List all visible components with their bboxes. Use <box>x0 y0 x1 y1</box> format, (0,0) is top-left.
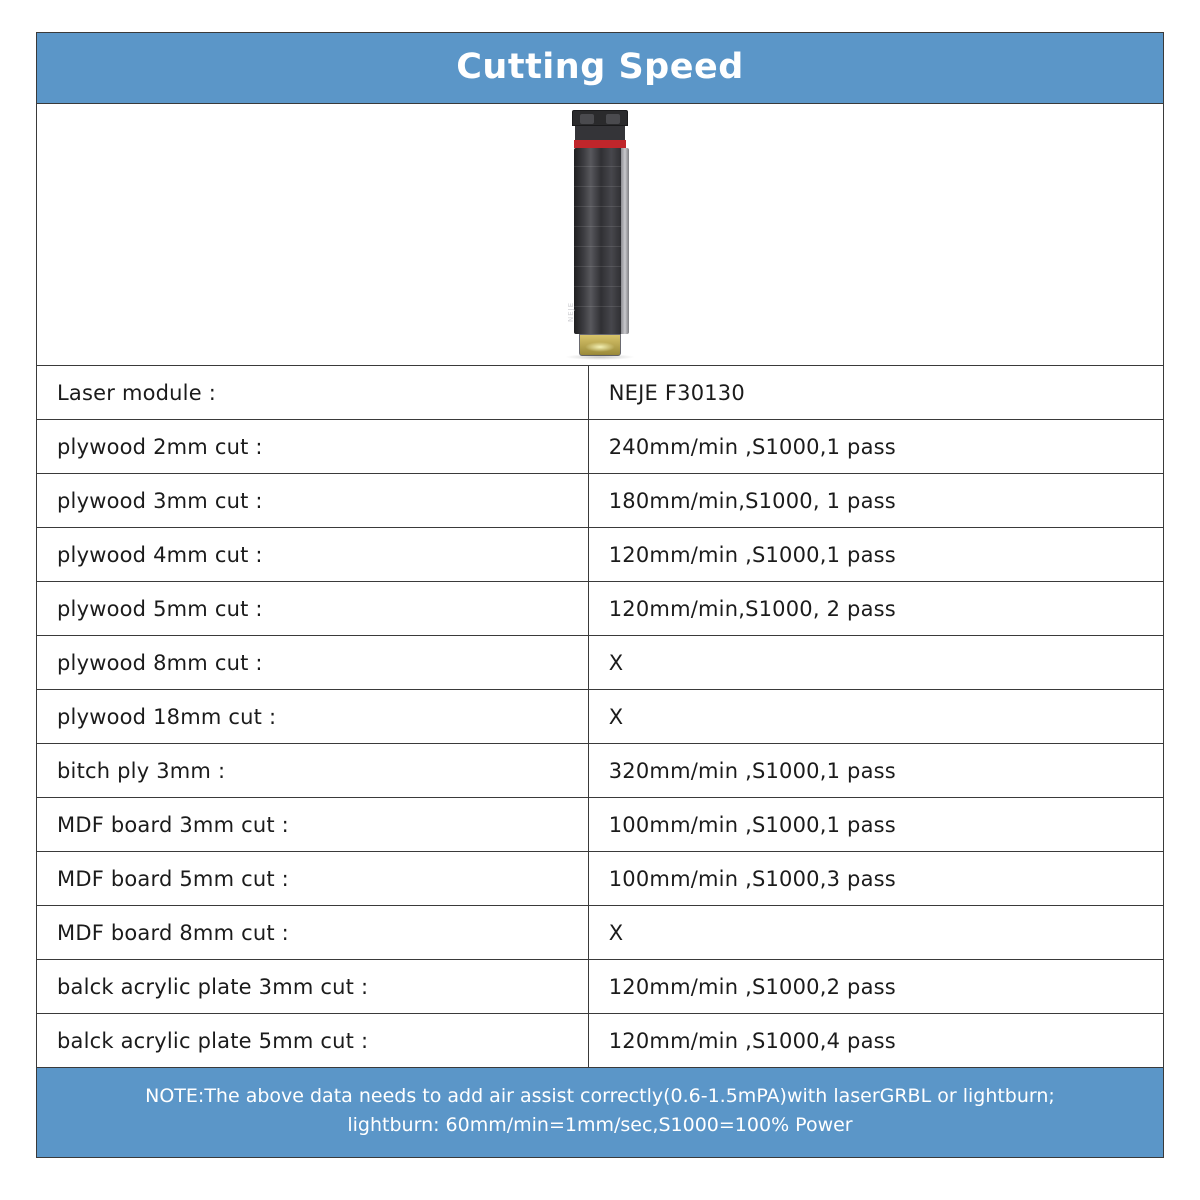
laser-red-band <box>574 140 626 148</box>
row-label: MDF board 3mm cut : <box>37 798 589 851</box>
row-label: plywood 4mm cut : <box>37 528 589 581</box>
row-label: plywood 18mm cut : <box>37 690 589 743</box>
row-value: 120mm/min,S1000, 2 pass <box>608 596 896 621</box>
row-value: 180mm/min,S1000, 1 pass <box>608 488 896 513</box>
laser-brand-label: NEJE <box>567 301 575 322</box>
laser-side-rail <box>621 148 629 334</box>
row-label: MDF board 8mm cut : <box>37 906 589 959</box>
table-row <box>37 1014 1163 1068</box>
footer-note <box>37 1068 1163 1157</box>
laser-shadow <box>565 354 635 360</box>
row-label: MDF board 5mm cut : <box>37 852 589 905</box>
table-row <box>37 690 1163 744</box>
row-value: X <box>608 650 624 675</box>
row-label: plywood 2mm cut : <box>37 420 589 473</box>
table-row <box>37 636 1163 690</box>
row-label: plywood 5mm cut : <box>37 582 589 635</box>
page-title: Cutting Speed <box>36 32 1164 104</box>
row-value: 240mm/min ,S1000,1 pass <box>608 434 896 459</box>
row-label: Laser module : <box>37 366 589 419</box>
table-row <box>37 798 1163 852</box>
product-image-row <box>37 104 1163 366</box>
table-row <box>37 528 1163 582</box>
row-label: balck acrylic plate 3mm cut : <box>37 960 589 1013</box>
row-value: 120mm/min ,S1000,2 pass <box>608 974 896 999</box>
table-row <box>37 582 1163 636</box>
table-row <box>37 852 1163 906</box>
row-value: 320mm/min ,S1000,1 pass <box>608 758 896 783</box>
row-value: 120mm/min ,S1000,1 pass <box>608 542 896 567</box>
row-label: bitch ply 3mm : <box>37 744 589 797</box>
laser-top-cap <box>572 110 628 126</box>
row-value: NEJE F30130 <box>608 380 745 405</box>
table-row <box>37 420 1163 474</box>
table-row <box>37 366 1163 420</box>
row-value: X <box>608 704 624 729</box>
table-row <box>37 960 1163 1014</box>
laser-body <box>574 148 626 334</box>
row-value: 100mm/min ,S1000,1 pass <box>608 812 896 837</box>
laser-neck <box>575 126 625 140</box>
laser-module-illustration <box>563 110 637 358</box>
row-label: plywood 3mm cut : <box>37 474 589 527</box>
table-row <box>37 744 1163 798</box>
row-label: plywood 8mm cut : <box>37 636 589 689</box>
laser-lens-glow <box>585 342 615 352</box>
row-value: 100mm/min ,S1000,3 pass <box>608 866 896 891</box>
spec-table-card <box>36 104 1164 1158</box>
row-value: 120mm/min ,S1000,4 pass <box>608 1028 896 1053</box>
footer-note-line-2: lightburn: 60mm/min=1mm/sec,S1000=100% Power <box>347 1114 853 1137</box>
row-value: X <box>608 920 624 945</box>
table-row <box>37 906 1163 960</box>
row-label: balck acrylic plate 5mm cut : <box>37 1014 589 1067</box>
table-row <box>37 474 1163 528</box>
footer-note-line-1: NOTE:The above data needs to add air assist correctly(0.6-1.5mPA)with laserGRBL or lightburn; <box>145 1085 1055 1107</box>
